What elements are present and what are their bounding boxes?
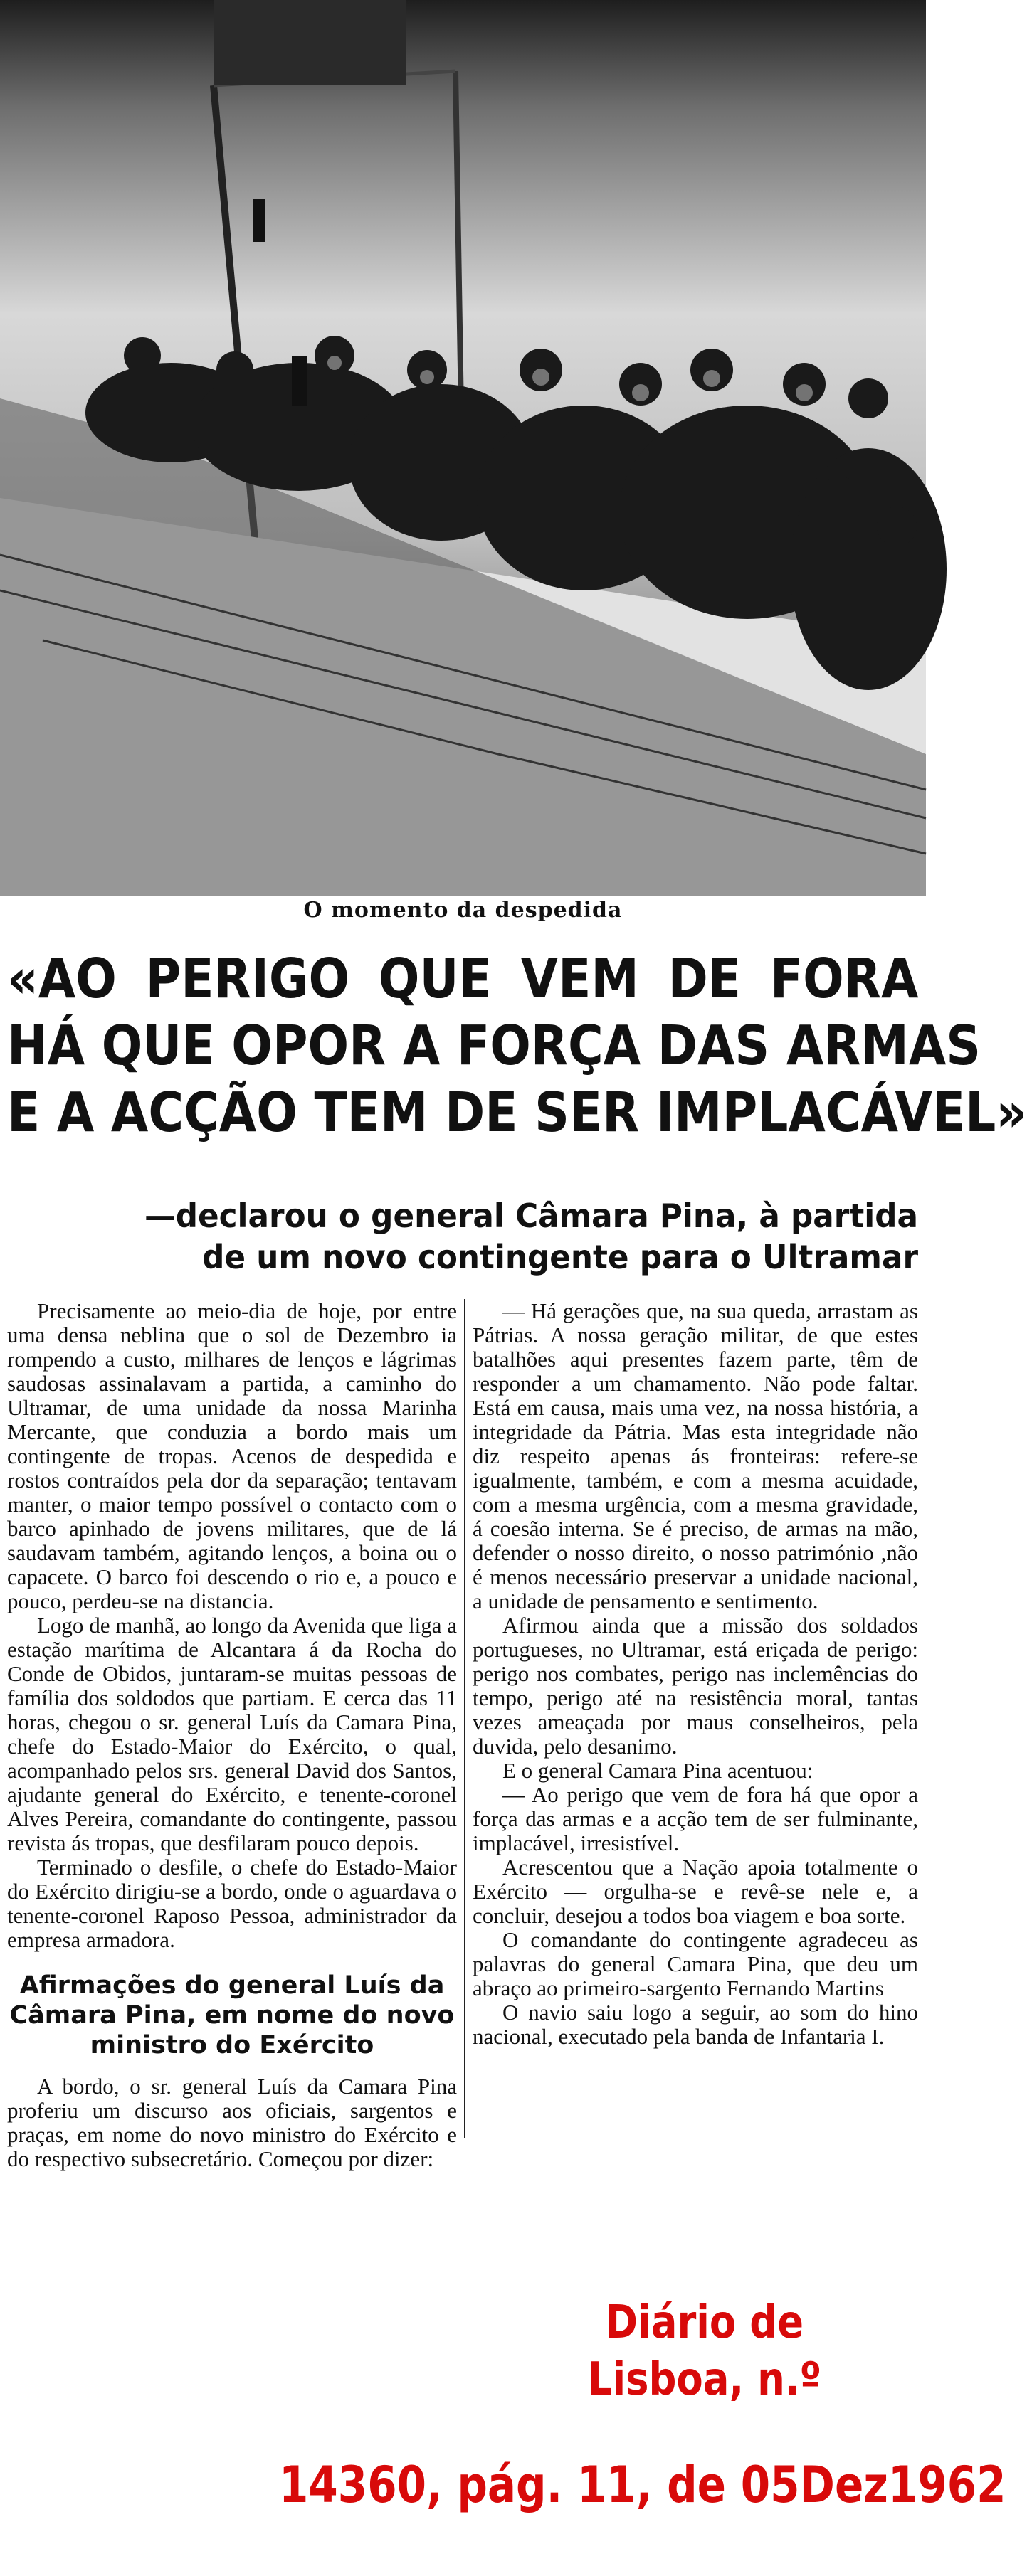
column-divider	[464, 1299, 465, 2138]
article-paragraph: Afirmou ainda que a missão dos soldados portugueses, no Ultramar, está eriçada de perigo: perigo nos combates, perigo nas inclemências do tempo, perigo até na resistência moral, tantas vezes ameaçada por maus conselheiros, pela duvida, pelo desanimo.	[473, 1613, 918, 1759]
headline	[7, 946, 1027, 1147]
article-left-column	[7, 1299, 457, 2171]
subheadline-line-2: de um novo contingente para o Ultramar	[202, 1238, 918, 1276]
article-paragraph: Acrescentou que a Nação apoia totalmente o Exército — orgulha-se e revê-se nele e, a concluir, desejou a todos boa viagem e boa sorte.	[473, 1855, 918, 1928]
headline-line-2: HÁ QUE OPOR A FORÇA DAS ARMAS	[7, 1014, 981, 1078]
article-paragraph: Terminado o desfile, o chefe do Estado-Maior do Exército dirigiu-se a bordo, onde o aguardava o tenente-coronel Raposo Pessoa, administrador da empresa armadora.	[7, 1855, 457, 1952]
headline-line-1: «AO PERIGO QUE VEM DE FORA	[7, 948, 919, 1011]
article-paragraph: O comandante do contingente agradeceu as palavras do general Camara Pina, que deu um abraço ao primeiro-sargento Fernando Martins	[473, 1927, 918, 2000]
article-paragraph: A bordo, o sr. general Luís da Camara Pina proferiu um discurso aos oficiais, sargentos e praças, em nome do novo ministro do Exército e do respectivo subsecretário. Começou por dizer:	[7, 2074, 457, 2171]
article-paragraph: O navio saiu logo a seguir, ao som do hino nacional, executado pela banda de Infantaria I.	[473, 2000, 918, 2049]
source-stamp-line-2: 14360, pág. 11, de 05Dez1962	[279, 2456, 1006, 2514]
photo-soldiers-on-ship-icon	[0, 0, 926, 896]
source-stamp-line-1: Diário de Lisboa, n.º	[587, 2296, 822, 2406]
section-heading: Afirmações do general Luís da Câmara Pina, em nome do novo ministro do Exército	[9, 1971, 455, 2060]
subheadline	[100, 1195, 919, 1278]
article-paragraph: — Ao perigo que vem de fora há que opor a força das armas e a acção tem de ser fulminante, implacável, irresistível.	[473, 1782, 918, 1855]
article-paragraph: Logo de manhã, ao longo da Avenida que liga a estação marítima de Alcantara á da Rocha do Conde de Obidos, juntaram-se muitas pessoas de família dos soldodos que partiam. E cerca das 11 horas, chegou o sr. general Luís da Camara Pina, chefe do Estado-Maior do Exército, o qual, acompanhado pelos srs. general David dos Santos, ajudante general do Exército, e tenente-coronel Alves Pereira, comandante do contingente, passou revista ás tropas, que desfilaram pouco depois.	[7, 1613, 457, 1855]
headline-line-3: E A ACÇÃO TEM DE SER IMPLACÁVEL»	[7, 1081, 1027, 1145]
subheadline-line-1: —declarou o general Câmara Pina, à partida	[144, 1197, 918, 1235]
article-paragraph: E o general Camara Pina acentuou:	[502, 1758, 813, 1783]
article-right-column	[473, 1299, 918, 2049]
article-paragraph: Precisamente ao meio-dia de hoje, por entre uma densa neblina que o sol de Dezembro ia rompendo a custo, milhares de lenços e lágrimas saudosas assinalavam a partida, a caminho do Ultramar, de uma unidade da nossa Marinha Mercante, que conduzia a bordo mais um contingente de tropas. Acenos de despedida e rostos contraídos pela dor da separação; tentavam manter, o maior tempo possível o contacto com o barco apinhado de jovens militares, que de lá saudavam também, agitando lenços, a boina ou o capacete. O barco foi descendo o rio e, a pouco e pouco, perdeu-se na distancia.	[7, 1298, 457, 1613]
article-paragraph: — Há gerações que, na sua queda, arrastam as Pátrias. A nossa geração militar, de que estes batalhões aqui presentes fazem parte, têm de responder a um chamamento. Não pode faltar. Está em causa, mais uma vez, na nossa história, a integridade da Pátria. Mas esta integridade não diz respeito apenas ás fronteiras: refere-se igualmente, também, e com a mesma acuidade, com a mesma urgência, com a mesma gravidade, á coesão interna. Se é preciso, de armas na mão, defender o nosso direito, o nosso património ,não é menos necessário preservar a unidade nacional, a unidade de pensamento e sentimento.	[473, 1298, 918, 1613]
photo-caption: O momento da despedida	[303, 898, 623, 923]
news-photo	[0, 0, 926, 896]
